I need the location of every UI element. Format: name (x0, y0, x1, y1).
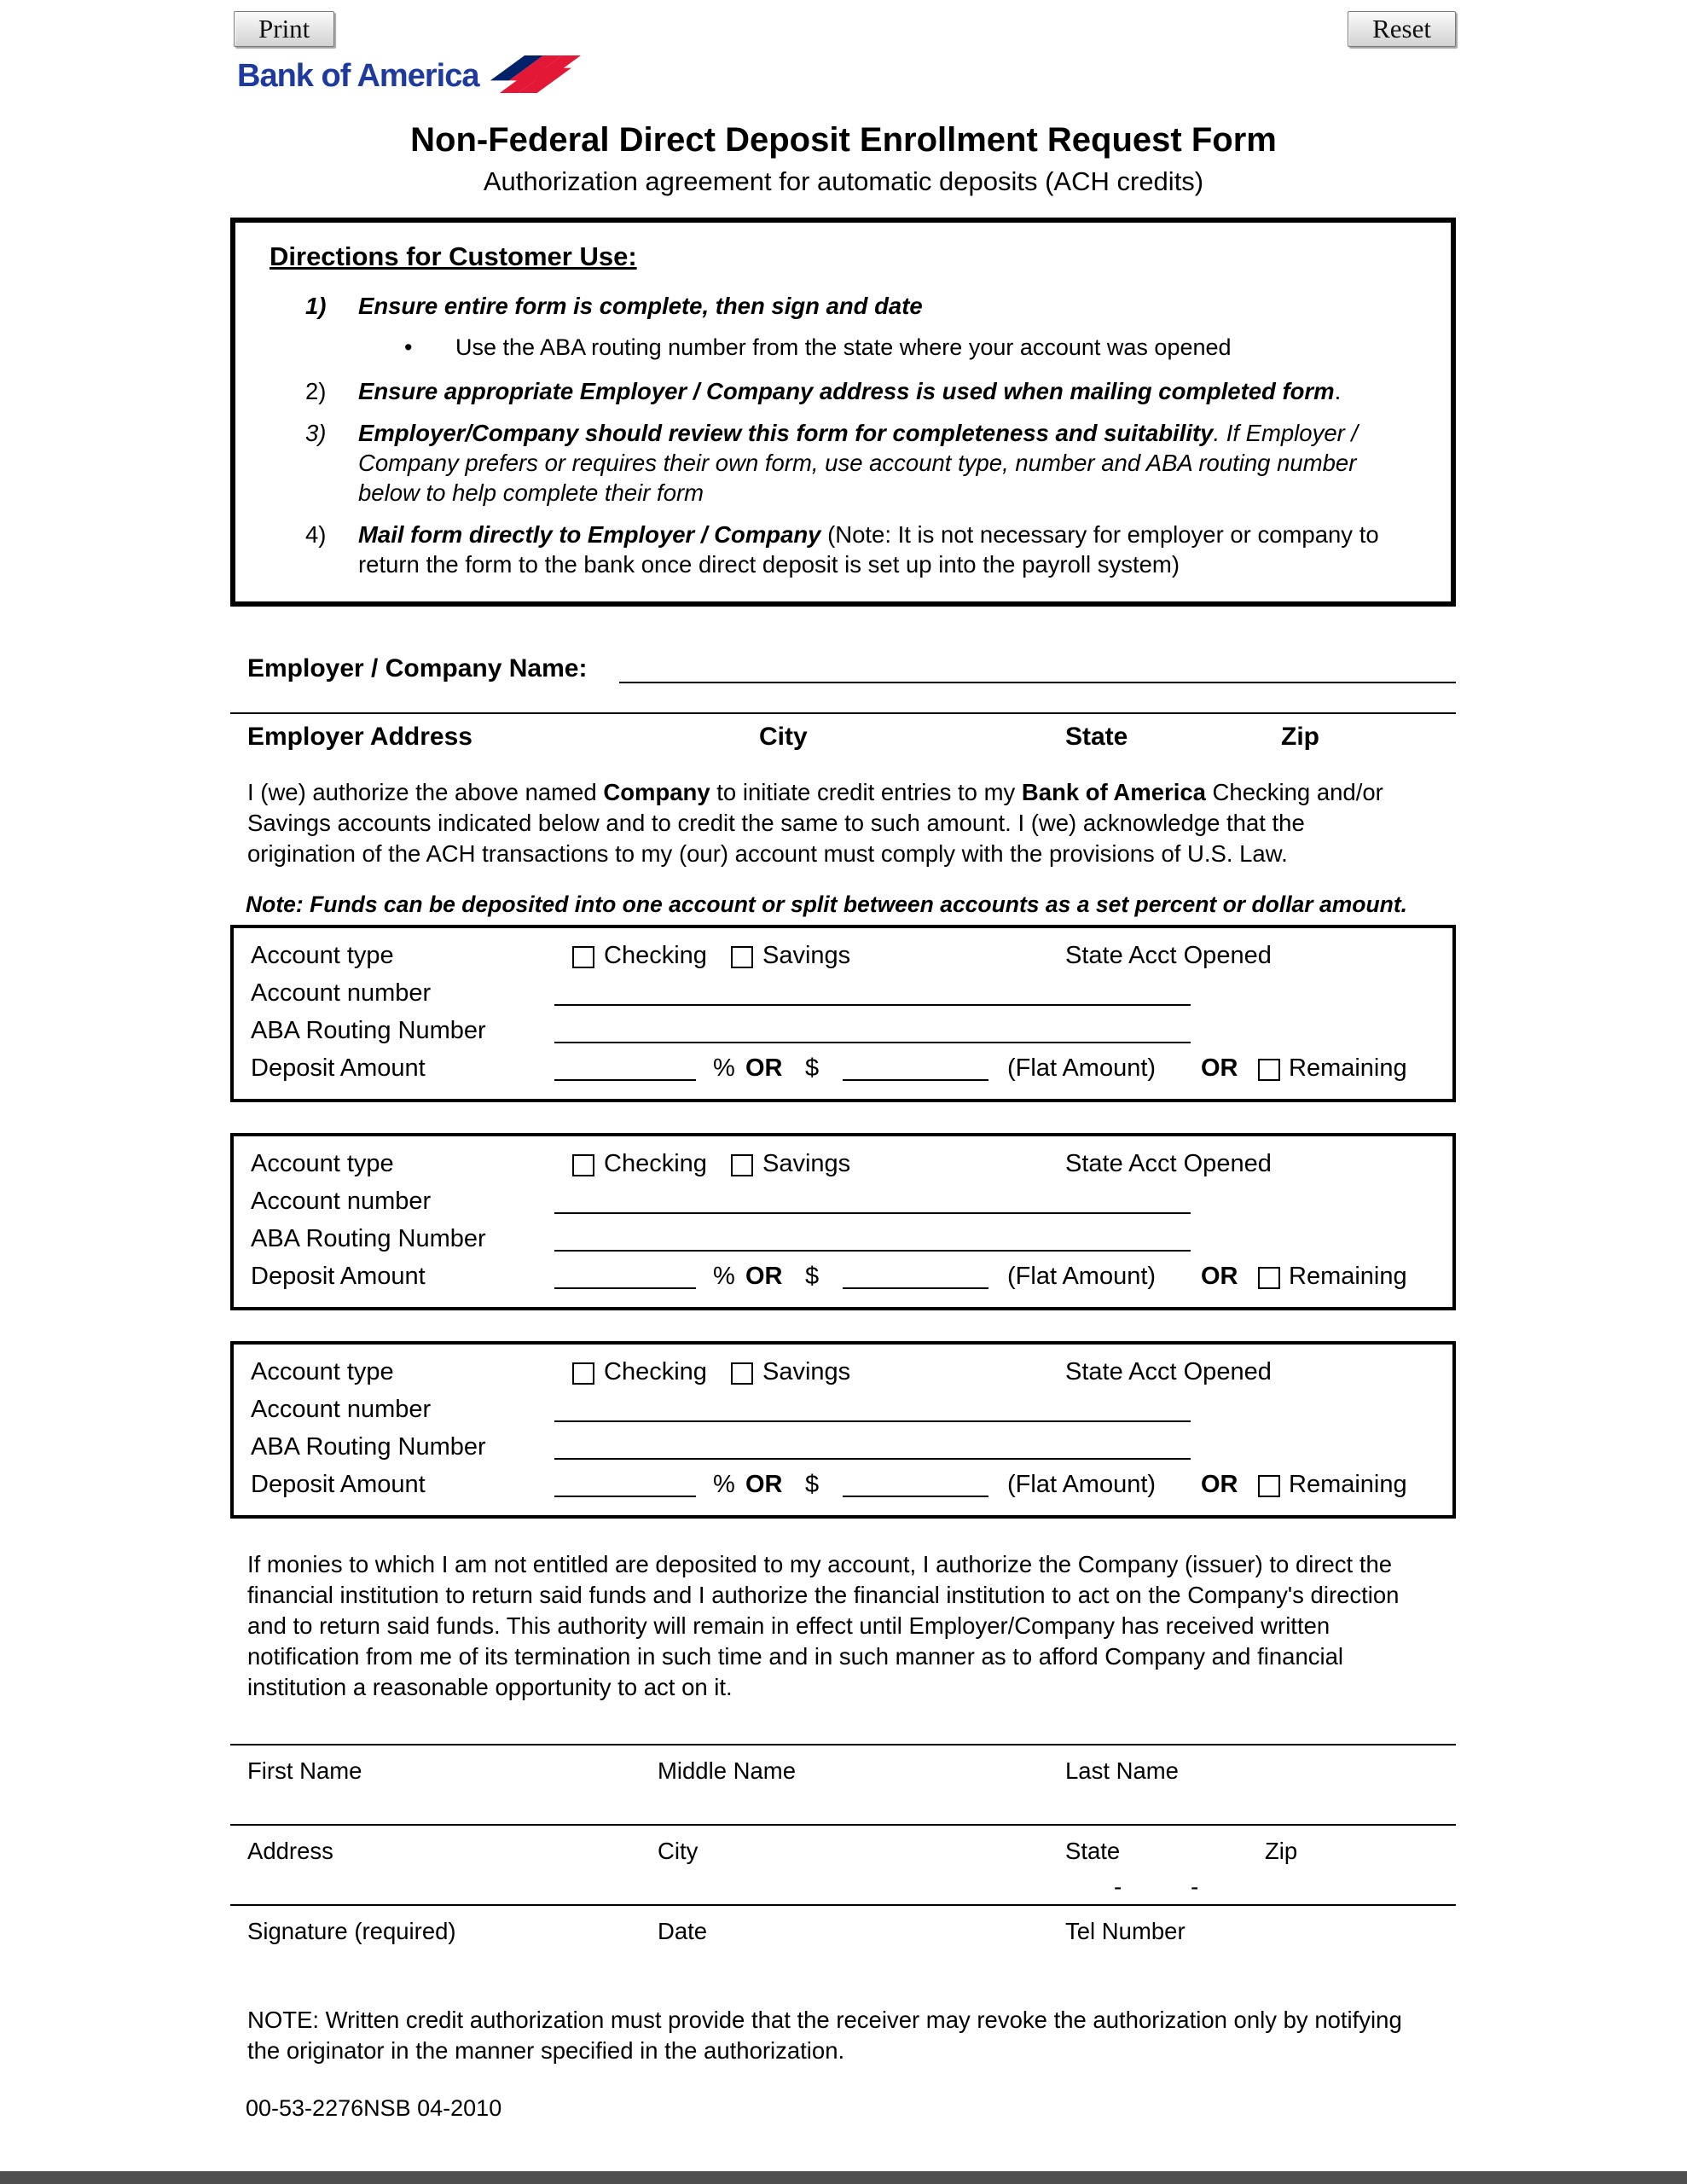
or-label: OR (1201, 1471, 1238, 1498)
personal-info-section (0, 1744, 1687, 1972)
account-box-1 (230, 925, 1456, 1102)
aba-routing-field[interactable] (554, 1016, 1191, 1043)
account-box-3 (230, 1341, 1456, 1519)
percent-sign: % (713, 1471, 735, 1498)
employer-address-row (230, 714, 1456, 757)
middle-name-label: Middle Name (658, 1757, 797, 1784)
dollar-sign: $ (805, 1054, 820, 1082)
or-label: OR (745, 1054, 783, 1082)
deposit-amount-label: Deposit Amount (251, 1054, 426, 1082)
last-name-label: Last Name (1065, 1757, 1179, 1784)
legal-paragraph: If monies to which I am not entitled are deposited to my account, I authorize the Company (issuer) to direct the financial institution to return said funds and I authorize the financial institution to act on the Company's direction and to return said funds. This authority will remain in effect until Employer/Company has received written notification from me of its termination in such time and in such manner as to afford Company and financial institution a reasonable opportunity to act on it. (247, 1551, 1400, 1700)
flat-amount-label: (Flat Amount) (1007, 1054, 1157, 1082)
percent-field[interactable] (554, 1470, 696, 1497)
account-box-2 (230, 1133, 1456, 1310)
aba-routing-field[interactable] (554, 1224, 1191, 1252)
flat-amount-label: (Flat Amount) (1007, 1263, 1157, 1290)
directions-item-3 (270, 418, 1425, 508)
remaining-checkbox[interactable] (1258, 1475, 1280, 1497)
deposit-amount-row (251, 1049, 1435, 1087)
account-number-field[interactable] (554, 979, 1191, 1006)
account-type-row (251, 1353, 1435, 1391)
page-subtitle: Authorization agreement for automatic deposits (ACH credits) (483, 166, 1204, 196)
employer-zip-label: Zip (1281, 723, 1319, 751)
address-row[interactable] (230, 1826, 1456, 1904)
aba-routing-label: ABA Routing Number (251, 1225, 486, 1252)
item-number: 3) (305, 420, 327, 446)
or-label: OR (745, 1471, 783, 1498)
account-number-row (251, 1391, 1435, 1428)
dollar-amount-field[interactable] (843, 1470, 988, 1497)
state-acct-opened-label: State Acct Opened (1065, 1358, 1272, 1385)
item-number: 2) (305, 378, 327, 404)
bank-logo-text: Bank of America (237, 57, 479, 94)
account-type-row (251, 937, 1435, 974)
tel-number-label: Tel Number (1065, 1918, 1186, 1944)
remaining-checkbox[interactable] (1258, 1059, 1280, 1081)
account-number-label: Account number (251, 1188, 432, 1215)
checking-label: Checking (604, 1150, 707, 1177)
directions-item-4 (270, 520, 1425, 579)
employer-address-label: Employer Address (247, 723, 472, 751)
percent-sign: % (713, 1263, 735, 1290)
authorization-paragraph: I (we) authorize the above named Company to initiate credit entries to my Bank of America Checking and/or Savings accounts indicated below and to credit the same to such amount. I (we) acknowledge that the origination of the ACH transactions to my (our) account must comply with the provisions of U.S. Law. (247, 779, 1383, 867)
bank-flag-icon (489, 52, 581, 101)
remaining-label: Remaining (1289, 1263, 1407, 1290)
checking-checkbox[interactable] (572, 946, 594, 968)
deposit-amount-label: Deposit Amount (251, 1471, 426, 1498)
deposit-amount-label: Deposit Amount (251, 1263, 426, 1290)
item-number: 1) (305, 293, 327, 319)
print-button[interactable]: Print (234, 11, 334, 47)
checking-checkbox[interactable] (572, 1154, 594, 1176)
account-type-label: Account type (251, 1358, 394, 1385)
aba-routing-field[interactable] (554, 1432, 1191, 1460)
item-number: 4) (305, 521, 327, 548)
dollar-sign: $ (805, 1263, 820, 1290)
employer-name-label: Employer / Company Name: (247, 654, 588, 682)
city-label: City (658, 1838, 699, 1864)
employer-city-label: City (759, 723, 808, 751)
aba-routing-label: ABA Routing Number (251, 1433, 486, 1461)
item-text: Employer/Company should review this form for completeness and suitability. If Employer / Company prefers or requires their own form, use account type, number and ABA routing number below to help complete their form (358, 420, 1359, 506)
state-acct-opened-label: State Acct Opened (1065, 1150, 1272, 1177)
split-note: Note: Funds can be deposited into one account or split between accounts as a set percent or dollar amount. (246, 892, 1408, 917)
employer-state-label: State (1065, 723, 1128, 751)
account-number-label: Account number (251, 1396, 432, 1423)
account-number-row (251, 974, 1435, 1012)
or-label: OR (1201, 1263, 1238, 1290)
or-label: OR (745, 1263, 783, 1290)
savings-checkbox[interactable] (731, 1362, 753, 1385)
aba-routing-row (251, 1428, 1435, 1466)
savings-label: Savings (762, 1358, 851, 1385)
aba-routing-row (251, 1220, 1435, 1258)
account-number-field[interactable] (554, 1395, 1191, 1422)
bullet-text: Use the ABA routing number from the state where your account was opened (455, 334, 1232, 360)
state-acct-opened-label: State Acct Opened (1065, 942, 1272, 969)
item-text: Ensure entire form is complete, then sign and date (358, 293, 923, 319)
directions-bullet (270, 333, 1425, 363)
deposit-amount-row (251, 1258, 1435, 1295)
savings-checkbox[interactable] (731, 1154, 753, 1176)
remaining-label: Remaining (1289, 1054, 1407, 1082)
toolbar (0, 0, 1687, 49)
address-label: Address (247, 1838, 333, 1864)
checking-checkbox[interactable] (572, 1362, 594, 1385)
page-bottom-edge (0, 2171, 1687, 2184)
zip-label: Zip (1265, 1838, 1298, 1864)
first-name-label: First Name (247, 1757, 362, 1784)
deposit-amount-row (251, 1466, 1435, 1503)
account-type-row (251, 1145, 1435, 1182)
account-number-field[interactable] (554, 1187, 1191, 1214)
dollar-amount-field[interactable] (843, 1262, 988, 1289)
savings-label: Savings (762, 1150, 851, 1177)
dollar-amount-field[interactable] (843, 1054, 988, 1081)
directions-heading: Directions for Customer Use: (270, 241, 637, 271)
or-label: OR (1201, 1054, 1238, 1082)
date-label: Date (658, 1918, 708, 1944)
dollar-sign: $ (805, 1471, 820, 1498)
remaining-label: Remaining (1289, 1471, 1407, 1498)
checking-label: Checking (604, 1358, 707, 1385)
account-type-label: Account type (251, 942, 394, 969)
flat-amount-label: (Flat Amount) (1007, 1471, 1157, 1498)
bullet-icon: • (404, 334, 413, 360)
employer-name-row (247, 651, 1456, 683)
employer-name-field[interactable] (619, 651, 1456, 683)
bank-logo (237, 51, 1687, 101)
name-row[interactable] (230, 1745, 1456, 1824)
account-number-row (251, 1182, 1435, 1220)
remaining-checkbox[interactable] (1258, 1267, 1280, 1289)
item-text: Mail form directly to Employer / Company (Note: It is not necessary for employer or company to return the form to the bank once direct deposit is set up into the payroll system) (358, 521, 1379, 578)
aba-routing-label: ABA Routing Number (251, 1017, 486, 1044)
savings-label: Savings (762, 942, 851, 969)
directions-item-1 (270, 291, 1425, 321)
percent-field[interactable] (554, 1054, 696, 1081)
directions-box (230, 218, 1456, 607)
account-number-label: Account number (251, 979, 432, 1007)
tel-dash-1: - (1114, 1873, 1122, 1900)
reset-button[interactable]: Reset (1348, 11, 1456, 47)
percent-field[interactable] (554, 1262, 696, 1289)
account-type-label: Account type (251, 1150, 394, 1177)
item-text: Ensure appropriate Employer / Company address is used when mailing completed form. (358, 378, 1342, 404)
savings-checkbox[interactable] (731, 946, 753, 968)
form-number: 00-53-2276NSB 04-2010 (246, 2095, 502, 2121)
state-label: State (1065, 1838, 1121, 1864)
checking-label: Checking (604, 942, 707, 969)
signature-label: Signature (required) (247, 1918, 456, 1944)
directions-item-2 (270, 376, 1425, 406)
aba-routing-row (251, 1012, 1435, 1049)
page-title: Non-Federal Direct Deposit Enrollment Request Form (410, 121, 1277, 159)
revocation-note: NOTE: Written credit authorization must provide that the receiver may revoke the authorization only by notifying the originator in the manner specified in the authorization. (247, 2007, 1402, 2064)
tel-dash-2: - (1191, 1873, 1199, 1900)
signature-row[interactable] (230, 1906, 1456, 1972)
percent-sign: % (713, 1054, 735, 1082)
